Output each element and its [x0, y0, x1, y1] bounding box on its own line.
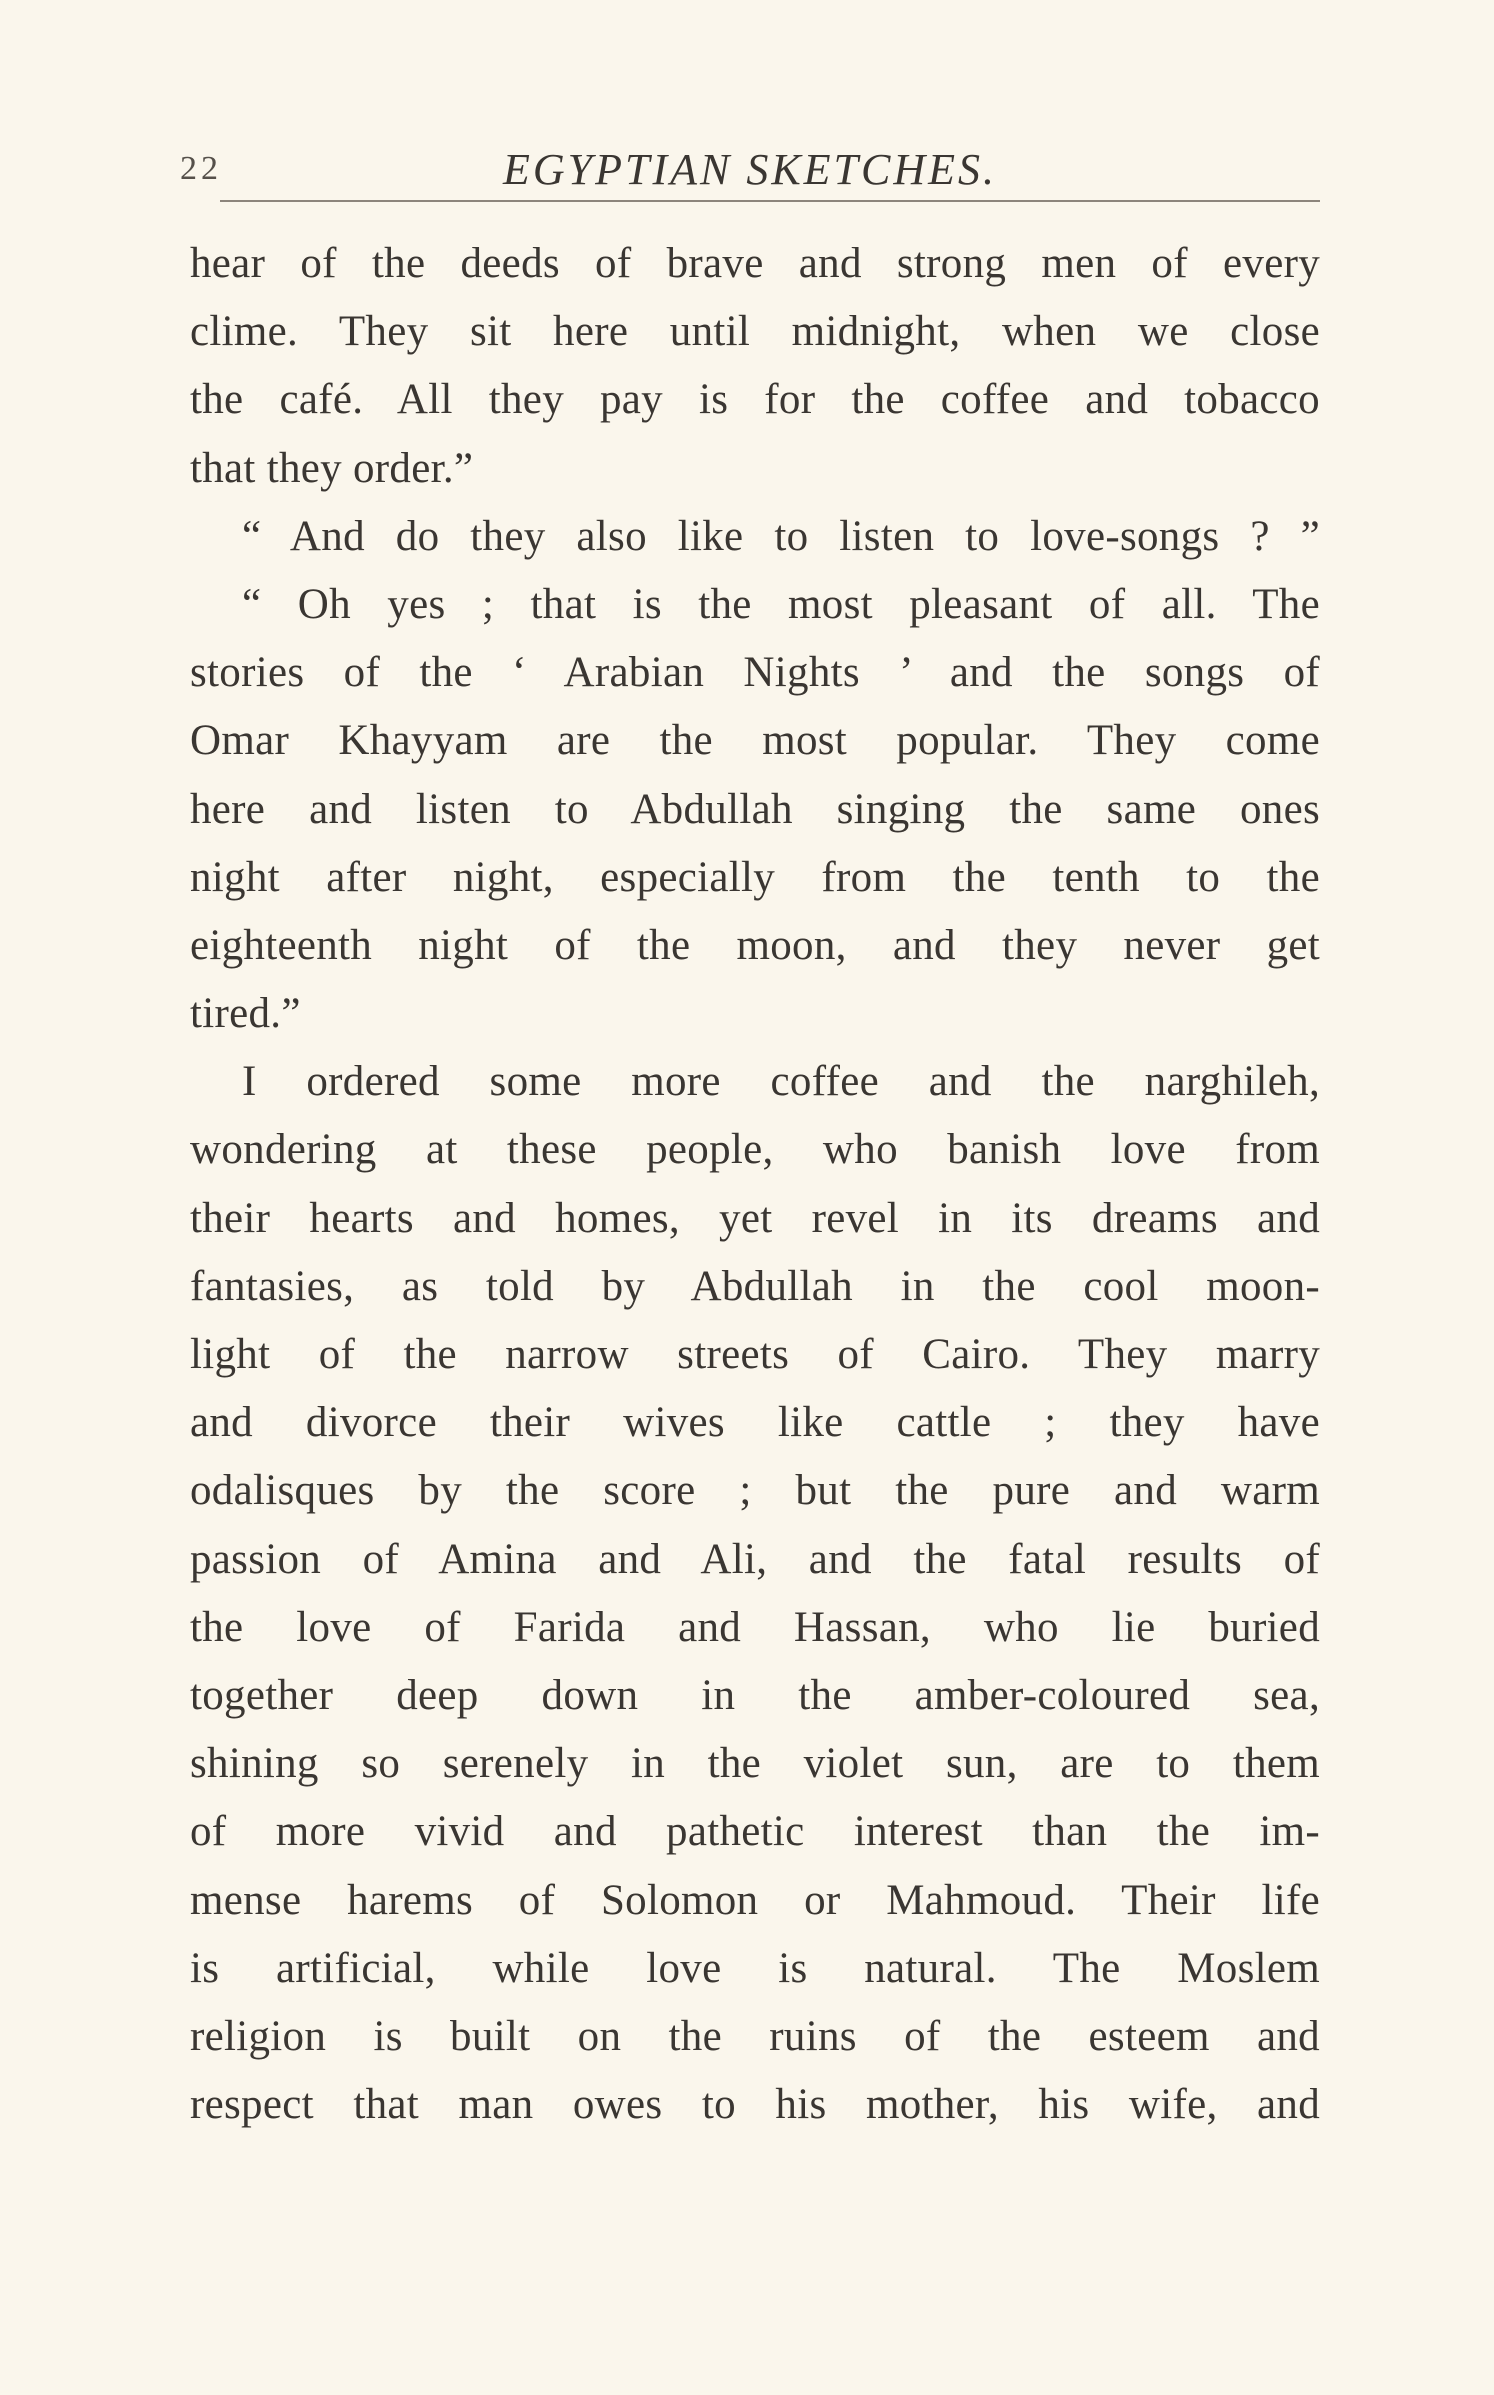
text-line: religion is built on the ruins of the esteem and	[190, 2012, 1320, 2060]
text-line: mense harems of Solomon or Mahmoud. Their life	[190, 1876, 1320, 1924]
text-line: eighteenth night of the moon, and they never get	[190, 921, 1320, 969]
text-line: is artificial, while love is natural. The Moslem	[190, 1944, 1320, 1992]
text-line: light of the narrow streets of Cairo. They marry	[190, 1331, 1320, 1378]
text-line: “ And do they also like to listen to love-songs ? ”	[242, 512, 1320, 560]
text-line: clime. They sit here until midnight, when we close	[190, 308, 1320, 356]
text-line: together deep down in the amber-coloured sea,	[190, 1671, 1320, 1719]
text-line: the café. All they pay is for the coffee and tobacco	[190, 376, 1320, 424]
text-line: fantasies, as told by Abdullah in the cool moon-	[190, 1262, 1320, 1310]
body-text	[190, 230, 1320, 2139]
running-head	[180, 145, 1320, 196]
text-line: and divorce their wives like cattle ; they have	[190, 1399, 1320, 1447]
text-line: the love of Farida and Hassan, who lie buried	[190, 1603, 1320, 1651]
text-line: passion of Amina and Ali, and the fatal results of	[190, 1535, 1320, 1583]
text-line: hear of the deeds of brave and strong men of every	[190, 240, 1320, 287]
text-line: Omar Khayyam are the most popular. They come	[190, 717, 1320, 765]
text-line: here and listen to Abdullah singing the same ones	[190, 785, 1320, 833]
text-line: wondering at these people, who banish love from	[190, 1126, 1320, 1174]
text-line: that they order.”	[190, 444, 474, 492]
text-line: “ Oh yes ; that is the most pleasant of all. The	[242, 580, 1320, 628]
header-rule	[220, 200, 1320, 202]
text-line: respect that man owes to his mother, his wife, and	[190, 2081, 1320, 2129]
text-line: stories of the ‘ Arabian Nights ’ and the songs of	[190, 649, 1320, 697]
page-number: 22	[180, 150, 222, 187]
text-line: shining so serenely in the violet sun, are to them	[190, 1740, 1320, 1788]
text-line: their hearts and homes, yet revel in its dreams and	[190, 1194, 1320, 1242]
text-line: I ordered some more coffee and the narghileh,	[242, 1058, 1320, 1106]
text-line: night after night, especially from the tenth to the	[190, 853, 1320, 901]
running-title: EGYPTIAN SKETCHES.	[502, 145, 998, 194]
text-line: tired.”	[190, 990, 301, 1038]
text-line: odalisques by the score ; but the pure and warm	[190, 1467, 1320, 1515]
text-line: of more vivid and pathetic interest than the im-	[190, 1808, 1320, 1856]
